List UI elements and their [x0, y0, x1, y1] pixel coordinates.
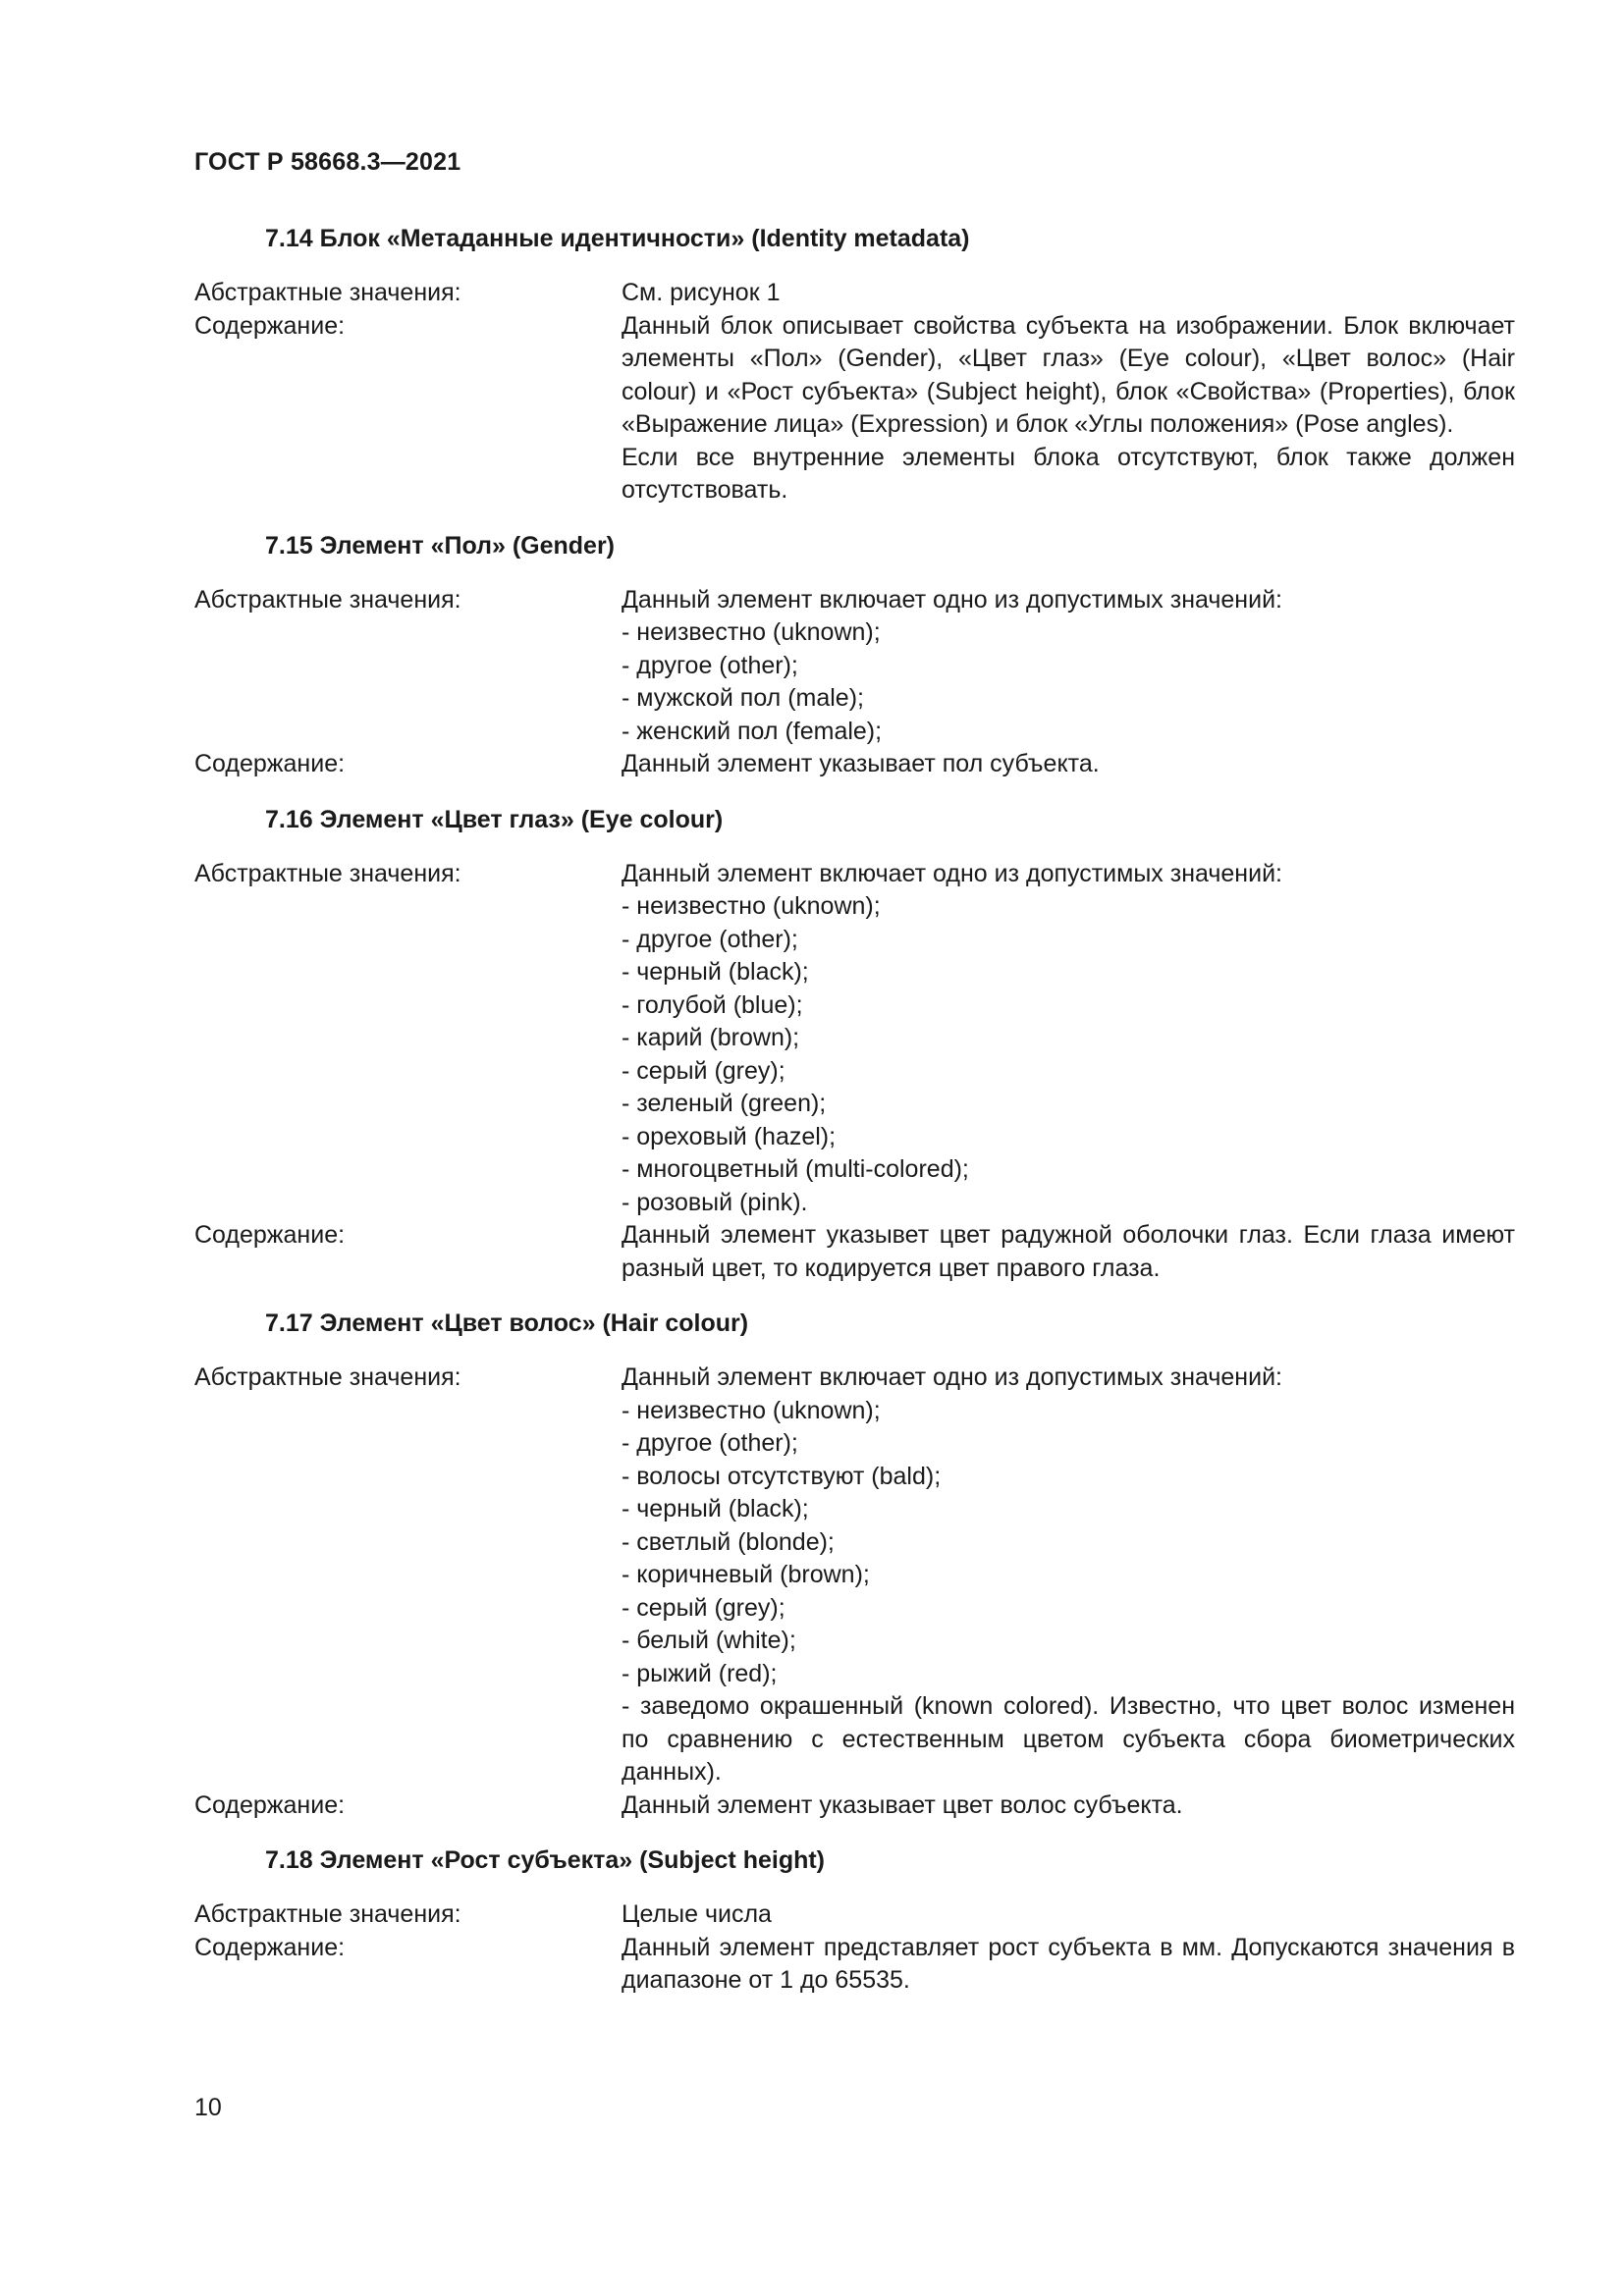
value-line: - ореховый (hazel);	[622, 1122, 837, 1150]
section-identity-metadata	[194, 222, 1518, 507]
abstract-values	[622, 584, 1515, 749]
abstract-values	[622, 1362, 1515, 1789]
content-paragraph: Если все внутренние элементы блока отсутствуют, блок также должен отсутствовать.	[622, 443, 1515, 504]
content-row	[194, 1789, 1518, 1823]
value-line: - неизвестно (uknown);	[622, 1396, 881, 1424]
value-line: - серый (grey);	[622, 1056, 785, 1085]
section-title: 7.15 Элемент «Пол» (Gender)	[265, 531, 616, 560]
section-title: 7.17 Элемент «Цвет волос» (Hair colour)	[265, 1309, 749, 1337]
content-text	[622, 748, 1515, 781]
content-label: Содержание:	[194, 1933, 346, 1961]
content-paragraph: Данный элемент указывет цвет радужной оболочки глаз. Если глаза имеют разный цвет, то кодируется цвет правого глаза.	[622, 1221, 1515, 1282]
abstract-label: Абстрактные значения:	[194, 585, 461, 614]
value-line: - заведомо окрашенный (known colored). Известно, что цвет волос изменен по сравнению с естественным цветом субъекта сбора биометрических данных).	[622, 1692, 1515, 1786]
abstract-label: Абстрактные значения:	[194, 1363, 461, 1391]
content-paragraph: Данный блок описывает свойства субъекта на изображении. Блок включает элементы «Пол» (Gender), «Цвет глаз» (Eye colour), «Цвет волос» (Hair colour) и «Рост субъекта» (Subject height), блок «Свойства» (Properties), блок «Выражение лица» (Expression) и блок «Углы положения» (Pose angles).	[622, 311, 1515, 438]
page-number: 10	[194, 2094, 222, 2121]
value-line: - серый (grey);	[622, 1593, 785, 1622]
abstract-values	[622, 858, 1515, 1220]
abstract-values	[622, 277, 1515, 310]
content-paragraph: Данный элемент указывает цвет волос субъекта.	[622, 1790, 1183, 1819]
content-label: Содержание:	[194, 311, 346, 340]
value-line: - черный (black);	[622, 1495, 809, 1522]
content-row	[194, 310, 1518, 507]
value-line: - мужской пол (male);	[622, 684, 864, 712]
value-line: Данный элемент включает одно из допустимых значений:	[622, 585, 1282, 614]
abstract-values	[622, 1898, 1515, 1932]
abstract-row	[194, 277, 1518, 310]
value-line: Данный элемент включает одно из допустимых значений:	[622, 859, 1282, 887]
value-line: См. рисунок 1	[622, 279, 781, 306]
content-label: Содержание:	[194, 750, 346, 777]
value-line: Данный элемент включает одно из допустимых значений:	[622, 1363, 1282, 1391]
content-label: Содержание:	[194, 1221, 346, 1249]
abstract-row	[194, 584, 1518, 749]
value-line: - волосы отсутствуют (bald);	[622, 1462, 942, 1490]
content-paragraph: Данный элемент указывает пол субъекта.	[622, 750, 1100, 777]
content-row	[194, 748, 1518, 781]
value-line: - голубой (blue);	[622, 990, 803, 1019]
value-line: Целые числа	[622, 1900, 772, 1928]
value-line: - светлый (blonde);	[622, 1527, 835, 1556]
content-row	[194, 1219, 1518, 1285]
abstract-label: Абстрактные значения:	[194, 1900, 461, 1928]
section-title: 7.14 Блок «Метаданные идентичности» (Identity metadata)	[265, 225, 970, 252]
document-code: ГОСТ Р 58668.3—2021	[194, 148, 461, 176]
abstract-row	[194, 1362, 1518, 1789]
value-line: - коричневый (brown);	[622, 1561, 870, 1588]
content-label: Содержание:	[194, 1790, 346, 1819]
value-line: - карий (brown);	[622, 1024, 800, 1051]
value-line: - неизвестно (uknown);	[622, 618, 881, 646]
value-line: - многоцветный (multi-colored);	[622, 1155, 969, 1183]
content-text	[622, 1789, 1515, 1823]
value-line: - неизвестно (uknown);	[622, 892, 881, 920]
section-gender	[194, 529, 1518, 781]
value-line: - другое (other);	[622, 651, 798, 679]
section-title: 7.18 Элемент «Рост субъекта» (Subject height)	[265, 1846, 826, 1874]
value-line: - розовый (pink).	[622, 1188, 808, 1216]
content-text	[622, 310, 1515, 507]
abstract-row	[194, 1898, 1518, 1932]
value-line: - зеленый (green);	[622, 1090, 827, 1117]
value-line: - женский пол (female);	[622, 717, 883, 745]
section-subject-height	[194, 1843, 1518, 1998]
value-line: - другое (other);	[622, 925, 798, 953]
value-line: - черный (black);	[622, 958, 809, 986]
content-paragraph: Данный элемент представляет рост субъекта в мм. Допускаются значения в диапазоне от 1 до 65535.	[622, 1933, 1515, 1994]
section-hair-colour	[194, 1307, 1518, 1822]
section-eye-colour	[194, 803, 1518, 1286]
content-row	[194, 1932, 1518, 1998]
section-title: 7.16 Элемент «Цвет глаз» (Eye colour)	[265, 805, 724, 833]
abstract-row	[194, 858, 1518, 1220]
value-line: - белый (white);	[622, 1627, 796, 1654]
content-text	[622, 1932, 1515, 1998]
abstract-label: Абстрактные значения:	[194, 859, 461, 887]
content-text	[622, 1219, 1515, 1285]
value-line: - другое (other);	[622, 1429, 798, 1457]
document-body	[194, 222, 1518, 2019]
value-line: - рыжий (red);	[622, 1659, 778, 1687]
abstract-label: Абстрактные значения:	[194, 279, 461, 306]
